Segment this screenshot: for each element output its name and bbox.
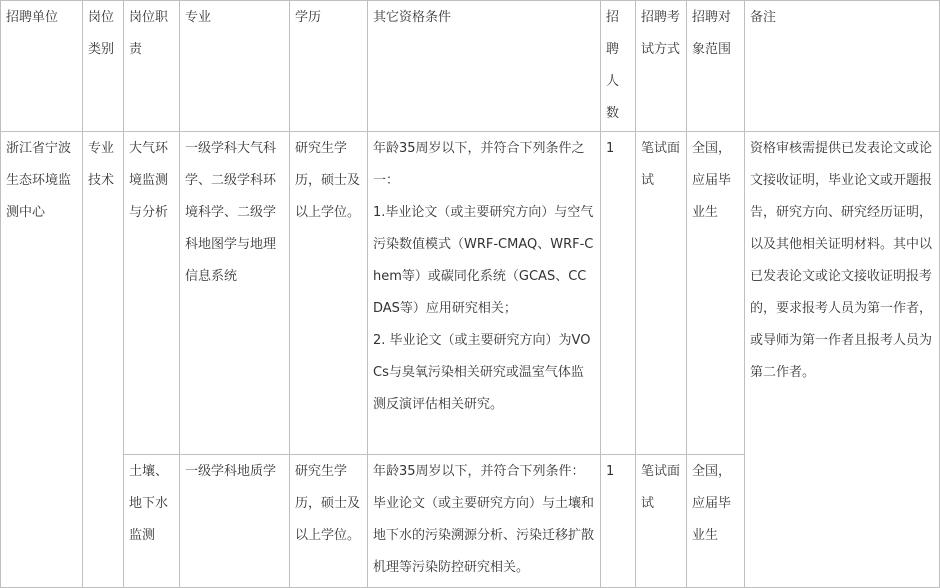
- cell-count: 1: [601, 132, 636, 455]
- header-exam: 招聘考试方式: [636, 1, 687, 132]
- cell-exam: 笔试面试: [636, 132, 687, 455]
- conditions-item-2: 2. 毕业论文（或主要研究方向）为VOCs与臭氧污染相关研究或温室气体监测反演评估相关研究。: [373, 333, 591, 412]
- cell-exam: 笔试面试: [636, 455, 687, 588]
- cell-major: 一级学科地质学: [180, 455, 290, 588]
- cell-conditions: 年龄35周岁以下，并符合下列条件：毕业论文（或主要研究方向）与土壤和地下水的污染溯源分析、污染迁移扩散机理等污染防控研究相关。: [368, 455, 601, 588]
- header-count: 招聘人数: [601, 1, 636, 132]
- cell-scope: 全国，应届毕业生: [687, 455, 745, 588]
- conditions-item-1: 1.毕业论文（或主要研究方向）与空气污染数值模式（WRF-CMAQ、WRF-Chem等）或碳同化系统（GCAS、CCDAS等）应用研究相关；: [373, 205, 594, 316]
- cell-education: 研究生学历，硕士及以上学位。: [290, 132, 368, 455]
- header-scope: 招聘对象范围: [687, 1, 745, 132]
- header-category: 岗位类别: [83, 1, 124, 132]
- header-conditions: 其它资格条件: [368, 1, 601, 132]
- cell-count: 1: [601, 455, 636, 588]
- conditions-intro: 年龄35周岁以下，并符合下列条件之一：: [373, 141, 585, 188]
- cell-major: 一级学科大气科学、二级学科环境科学、二级学科地图学与地理信息系统: [180, 132, 290, 455]
- cell-unit: 浙江省宁波生态环境监测中心: [1, 132, 83, 588]
- cell-duty: 土壤、地下水监测: [124, 455, 180, 588]
- header-note: 备注: [745, 1, 940, 132]
- cell-duty: 大气环境监测与分析: [124, 132, 180, 455]
- header-major: 专业: [180, 1, 290, 132]
- table-header-row: [1, 1, 940, 132]
- header-duty: 岗位职责: [124, 1, 180, 132]
- cell-conditions: [368, 132, 601, 455]
- header-unit: 招聘单位: [1, 1, 83, 132]
- cell-education: 研究生学历，硕士及以上学位。: [290, 455, 368, 588]
- cell-scope: 全国，应届毕业生: [687, 132, 745, 455]
- cell-category: 专业技术: [83, 132, 124, 588]
- header-education: 学历: [290, 1, 368, 132]
- cell-note: 资格审核需提供已发表论文或论文接收证明，毕业论文或开题报告，研究方向、研究经历证明，以及其他相关证明材料。其中以已发表论文或论文接收证明报考的，要求报考人员为第一作者，或导师为第一作者且报考人员为第二作者。: [745, 132, 940, 588]
- table-row: [1, 132, 940, 455]
